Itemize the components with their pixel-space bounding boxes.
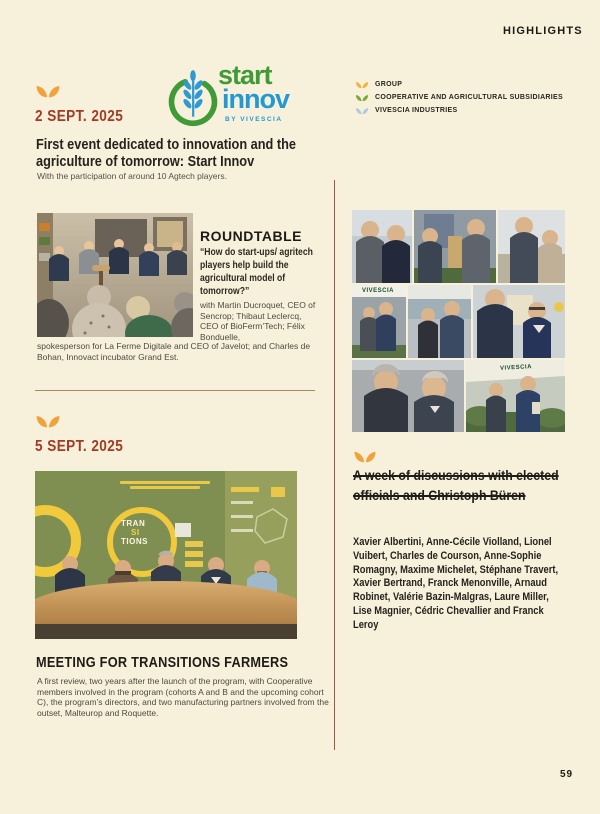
legend-label: GROUP bbox=[375, 81, 403, 88]
photo-collage-row2 bbox=[352, 285, 565, 358]
photo-collage-row1 bbox=[352, 210, 565, 283]
event1-title: First event dedicated to innovation and the agriculture of tomorrow: Start Innov bbox=[36, 136, 296, 170]
page-header: HIGHLIGHTS bbox=[503, 25, 583, 37]
legend-item-cooperative bbox=[355, 93, 585, 102]
collage-photo bbox=[414, 210, 496, 283]
event2-body: A first review, two years after the launch of the program, with Cooperative members involved in the program (cohorts A and B and the upcoming cohort C), the program’s directors, and two manufacturing partners involved from the outset, Malteurop and Roquette. bbox=[37, 676, 329, 718]
collage-photo bbox=[473, 285, 565, 358]
event1-subtitle: With the participation of around 10 Agtech players. bbox=[37, 171, 227, 181]
photo-collage-row3 bbox=[352, 360, 565, 432]
legend-label: COOPERATIVE AND AGRICULTURAL SUBSIDIARIES bbox=[375, 94, 563, 101]
wing-icon bbox=[353, 450, 377, 464]
collage-photo bbox=[408, 285, 471, 358]
photo-transitions-meeting bbox=[35, 471, 297, 639]
event3-title-strikethrough: A week of discussions with elected officials and Christoph Büren bbox=[353, 467, 559, 503]
collage-photo bbox=[352, 360, 464, 432]
tent-brand-text: VIVESCIA bbox=[499, 364, 533, 372]
ring-line: TRAN bbox=[121, 519, 146, 528]
horizontal-divider bbox=[35, 390, 315, 391]
event3-names: Xavier Albertini, Anne-Cécile Violland, Lionel Vuibert, Charles de Courson, Anne-Sophie Romagny, Maxime Michelet, Stéphane Travert, Xavier Bertrand, Franck Menonville, Arnaud Robinet, Valérie Bazin-Malgras, Laure Miller, Lise Magnier, Cédric Chevallier and Franck Leroy bbox=[353, 536, 559, 631]
logo-innov-text: innov bbox=[222, 84, 289, 114]
wing-icon-blue bbox=[355, 107, 369, 115]
legend-item-industries bbox=[355, 106, 585, 115]
wing-icon-yellow bbox=[355, 81, 369, 89]
event1-date: 2 SEPT. 2025 bbox=[35, 108, 124, 125]
roundtable-quote: “How do start-ups/ agritech players help build the agricultural model of tomorrow?” bbox=[200, 246, 313, 297]
wing-icon bbox=[35, 84, 61, 99]
collage-photo bbox=[352, 210, 412, 283]
event2-title: MEETING FOR TRANSITIONS FARMERS bbox=[36, 654, 289, 671]
logo-byline: BY VIVESCIA bbox=[225, 116, 283, 123]
photo-table bbox=[35, 581, 297, 625]
legend-label: VIVESCIA INDUSTRIES bbox=[375, 107, 458, 114]
wing-icon bbox=[35, 414, 61, 429]
collage-photo bbox=[498, 210, 565, 283]
wheat-icon bbox=[165, 70, 221, 128]
startinnov-logo bbox=[165, 60, 315, 134]
event2-date: 5 SEPT. 2025 bbox=[35, 438, 124, 455]
vertical-divider bbox=[334, 180, 335, 750]
tent-brand-text: VIVESCIA bbox=[362, 288, 395, 294]
roundtable-heading: ROUNDTABLE bbox=[200, 228, 302, 244]
roundtable-speakers-continued: spokesperson for La Ferme Digitale and CEO of Javelot; and Charles de Bohan, Innovact incubator Grand Est. bbox=[37, 341, 311, 362]
ring-line: SI bbox=[131, 528, 140, 537]
roundtable-speakers: with Martin Ducroquet, CEO of Sencrop; Thibaut Leclercq, CEO of BioFerm’Tech; Félix Bonduelle, bbox=[200, 300, 316, 342]
collage-photo bbox=[352, 285, 406, 358]
legend-item-group bbox=[355, 80, 585, 89]
logo-start-text: start bbox=[218, 60, 272, 90]
legend bbox=[355, 80, 585, 119]
photo-floor bbox=[35, 624, 297, 639]
wing-icon-green bbox=[355, 94, 369, 102]
photo-roundtable bbox=[37, 213, 193, 337]
collage-photo bbox=[466, 360, 565, 432]
ring-line: TIONS bbox=[121, 537, 148, 546]
page-number: 59 bbox=[560, 769, 574, 780]
